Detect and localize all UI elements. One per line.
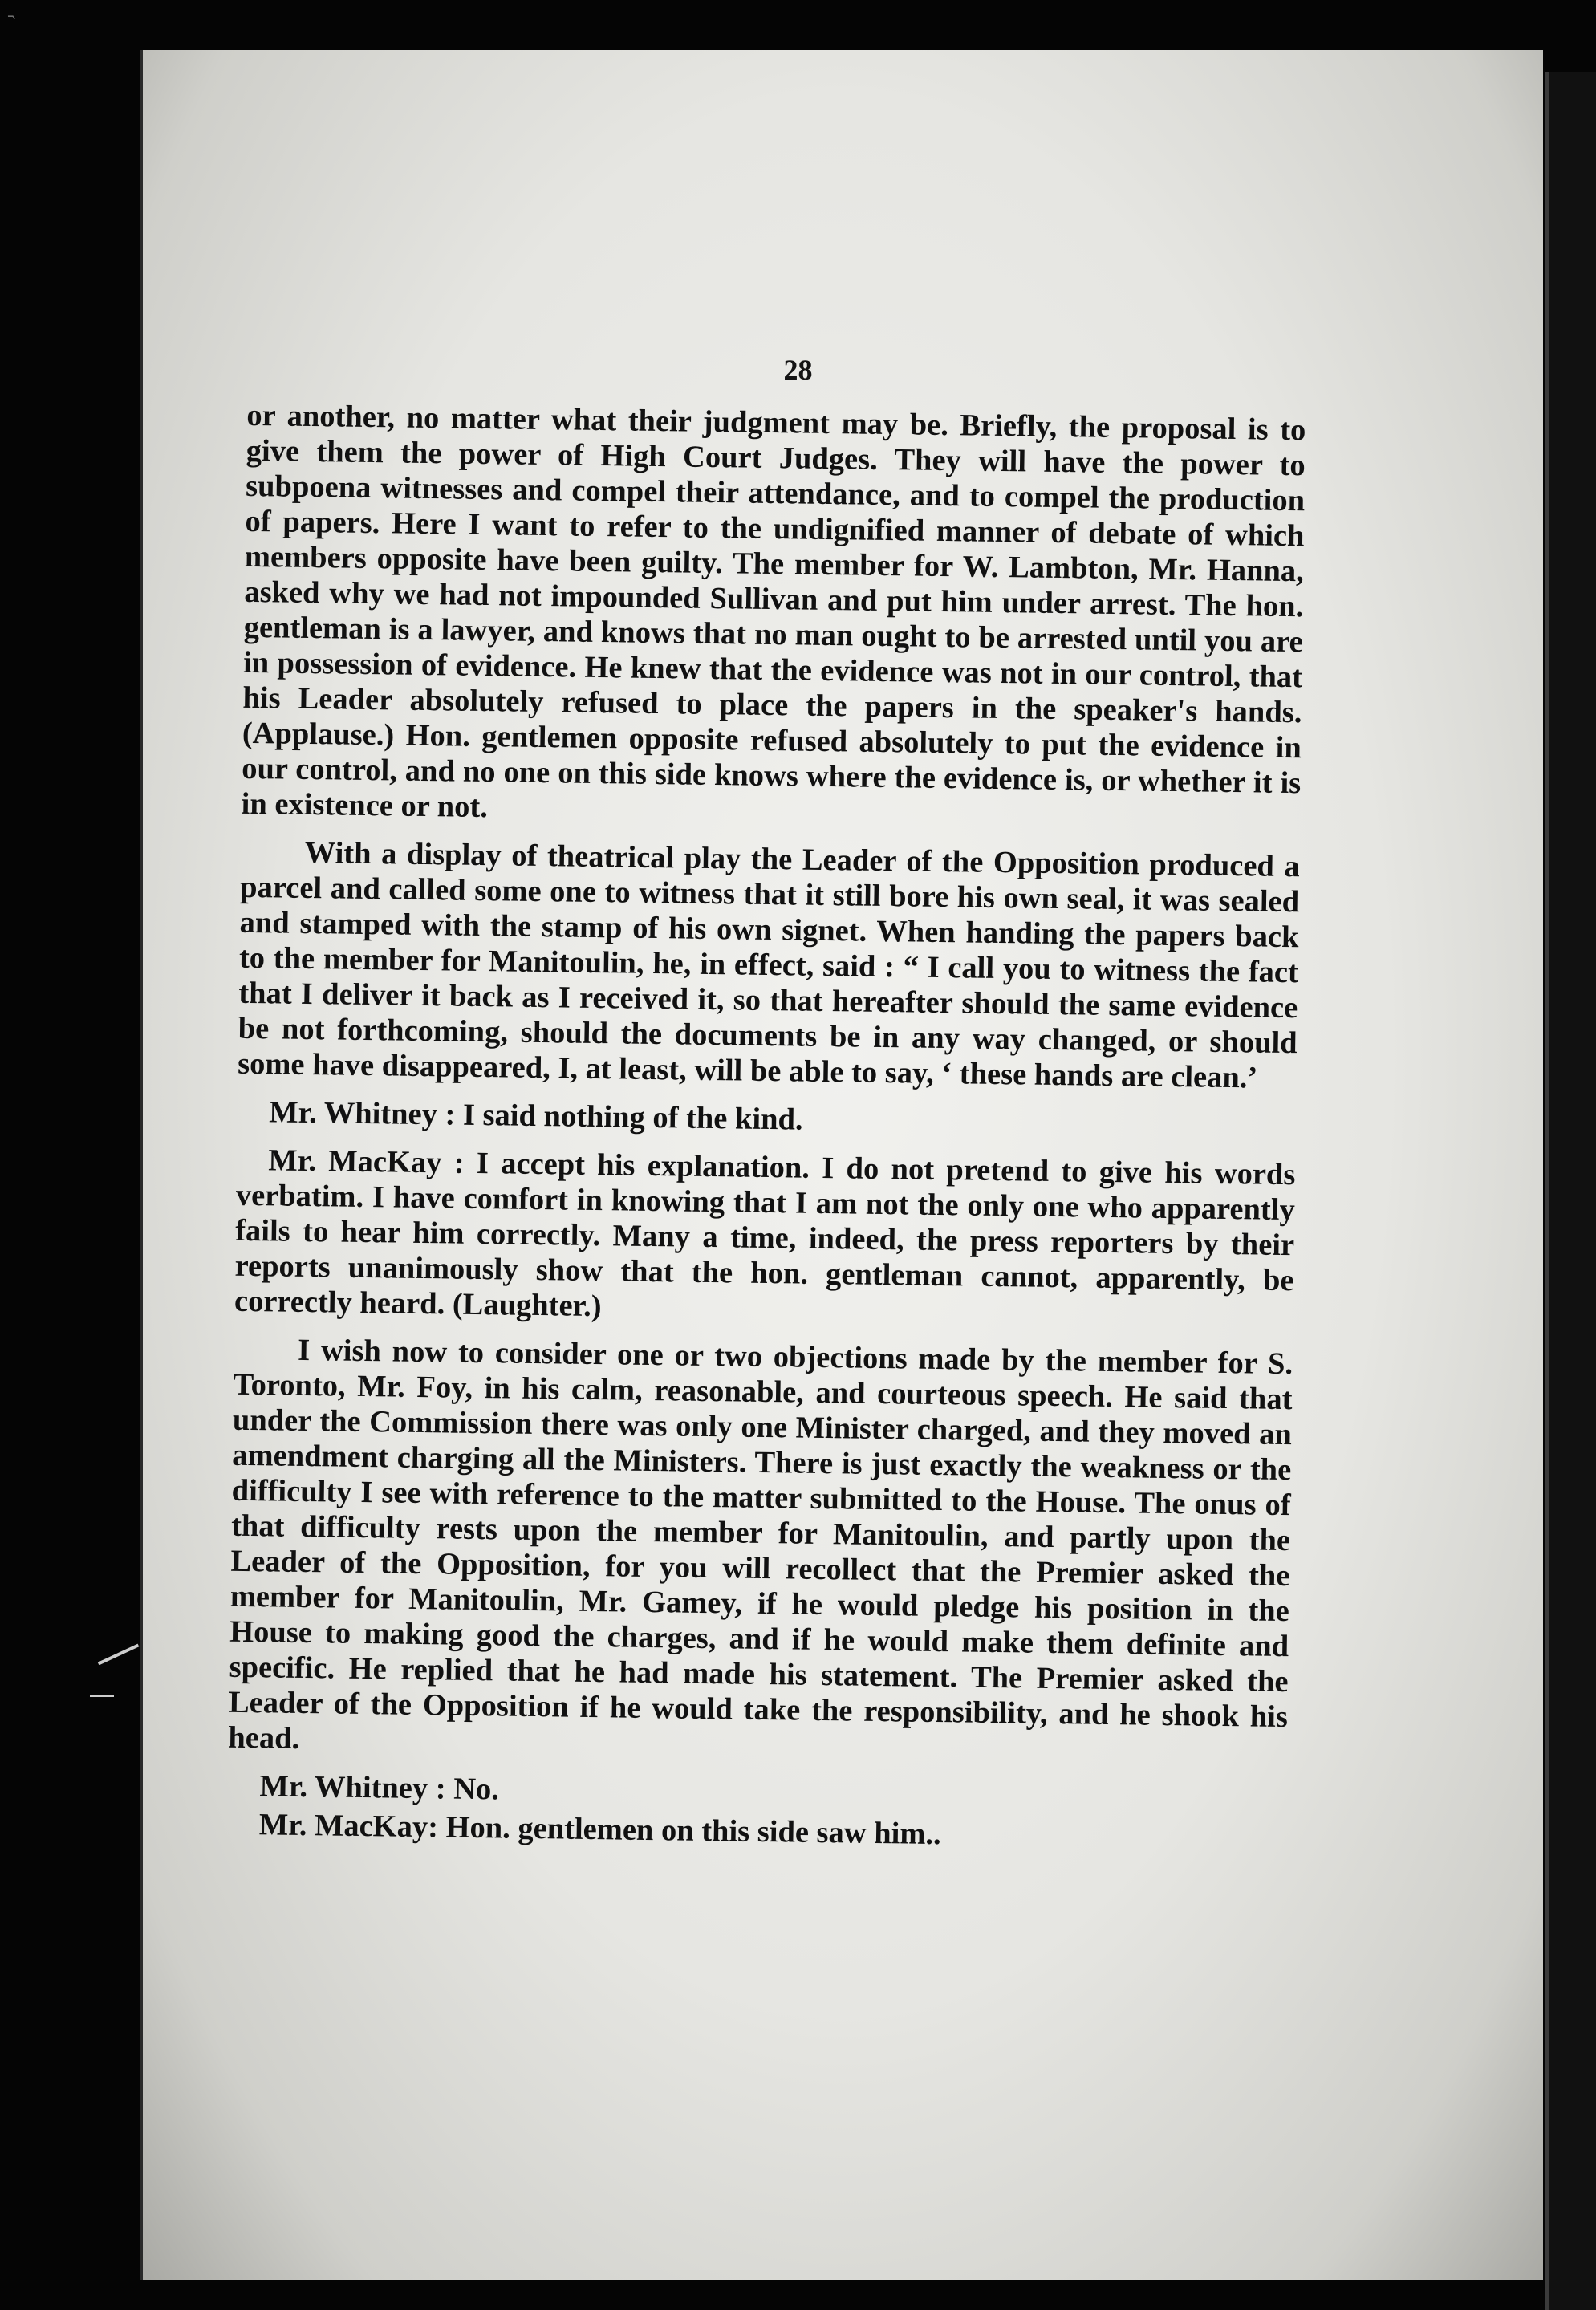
paragraph [238,834,1300,1096]
corner-mark [16,14,40,32]
speech-text: Hon. gentlemen on this side saw him.. [445,1810,941,1852]
paragraph-text: I wish now to consider one or two objections made by the member for S. Toronto, Mr. Foy, in his calm, reasonable, and courteous speech. He said that under the Commission there was only one Minister charged, and they moved an amendment charging all the Ministers. There is just exactly the weakness or the difficulty I see with reference to the matter submitted to the House. The onus of that difficulty rests upon the member for Manitoulin, and partly upon the Leader of the Opposition, for you will recollect that the Premier asked the member for Manitoulin, Mr. Gamey, if he would pledge his position in the House to making good the charges, and if he would make them definite and specific. He replied that he had made his statement. The Premier asked the Leader of the Opposition if he would take the responsibility, and he shook his head. [228,1333,1293,1756]
speech-text: I said nothing of the kind. [462,1098,803,1137]
paragraph-continuation [241,398,1306,836]
paragraph [228,1332,1293,1770]
speaker-name: Mr. MacKay : [268,1143,465,1180]
speaker-name: Mr. MacKay: [258,1808,439,1845]
page-number: 28 [783,354,813,386]
speech-text: I accept his explanation. I do not pretend to give his words verbatim. I have comfort in knowing that I am not the only one who apparently fails to hear him correctly. Many a time, indeed, the press reporters by their reports unanimously show that the hon. gentleman cannot, apparently, be correctly heard. (Laughter.) [234,1146,1296,1324]
body-text [226,398,1306,1870]
facing-page-edge [1545,72,1596,2310]
paragraph-text: With a display of theatrical play the Leader of the Opposition produced a parcel and called some one to witness that it still bore his own seal, it was sealed and stamped with the stamp of his own signet. When handing the papers back to the member for Manitoulin, he, in effect, said : “ I call you to witness the fact that I deliver it back as I received it, so that hereafter should the same evidence be not forthcoming, should the documents be in any way changed, or should some have disappeared, I, at least, will be able to say, ‘ these hands are clean.’ [237,835,1301,1095]
speech-line [237,1094,1296,1144]
paragraph-text: or another, no matter what their judgment may be. Briefly, the proposal is to give them the power of High Court Judges. They will have the power to subpoena witnesses and compel their attendance, and to compel the production of papers. Here I want to refer to the undignified manner of debate of which members opposite have been guilty. The member for W. Lambton, Mr. Hanna, asked why we had not impounded Sullivan and put him under arrest. The hon. gentleman is a lawyer, and knows that no man ought to be arrested until you are in possession of evidence. He knew that the evidence was not in our control, that his Leader absolutely refused to place the papers in the speaker's hands. (Applause.) Hon. gentlemen opposite refused absolutely to put the evidence in our control, and no one on this side knows where the evidence is, or whether it is in existence or not. [241,398,1306,825]
speech-text: No. [453,1772,500,1807]
paper-scuff-mark [90,1695,114,1697]
speech-line [234,1143,1296,1334]
speaker-name: Mr. Whitney : [259,1769,446,1806]
speaker-name: Mr. Whitney : [269,1095,456,1132]
